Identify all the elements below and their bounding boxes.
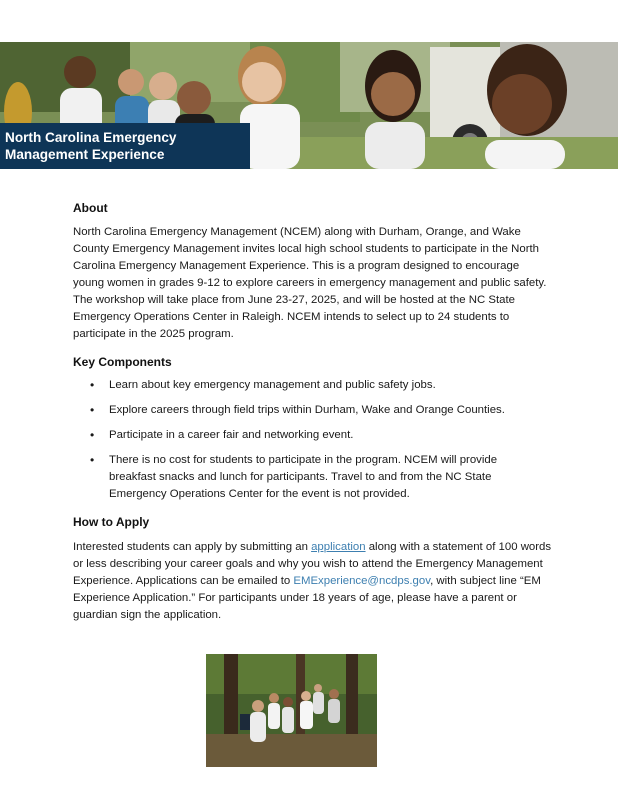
apply-text-3: , with subject line “EM Experience Application.” For participants under 18 years of age, please have a parent or guardian sign the application.: [73, 575, 541, 621]
list-item: • Explore careers through field trips within Durham, Wake and Orange Counties.: [73, 402, 543, 419]
list-item: • Learn about key emergency management and public safety jobs.: [73, 377, 543, 394]
about-paragraph: North Carolina Emergency Management (NCEM) along with Durham, Orange, and Wake County Emergency Management invites local high school students to participate in the North Carolina Emergency Management Experience. This is a program designed to encourage young women in grades 9-12 to explore careers in emergency management and public safety. The workshop will take place from June 23-27, 2025, and will be hosted at the NC State Emergency Operations Center in Raleigh. NCEM intends to select up to 24 students to participate in the 2025 program.: [73, 226, 547, 340]
hero-banner: [0, 42, 618, 169]
how-to-apply-paragraph: [73, 539, 553, 624]
field-trip-photo: [206, 654, 377, 767]
banner-title: [0, 123, 250, 169]
key-components-list: [73, 377, 543, 511]
banner-title-line1: North Carolina Emergency: [5, 130, 177, 145]
key-components-heading: Key Components: [73, 355, 172, 369]
apply-text-2: along with a statement of 100 words or less describing your career goals and why you wish to attend the Emergency Management Experience. Applications can be emailed to: [73, 541, 552, 587]
application-link[interactable]: application: [311, 541, 366, 553]
list-item: • Participate in a career fair and networking event.: [73, 427, 543, 444]
email-link[interactable]: EMExperience@ncdps.gov: [293, 575, 431, 587]
apply-text-1: Interested students can apply by submitting an: [73, 541, 312, 553]
banner-title-line2: Management Experience: [5, 147, 165, 162]
about-heading: About: [73, 201, 108, 215]
list-item: • There is no cost for students to participate in the program. NCEM will provide breakfast snacks and lunch for participants. Travel to and from the NC State Emergency Operations Center for the event is not provided.: [73, 452, 543, 503]
how-to-apply-heading: How to Apply: [73, 515, 150, 529]
